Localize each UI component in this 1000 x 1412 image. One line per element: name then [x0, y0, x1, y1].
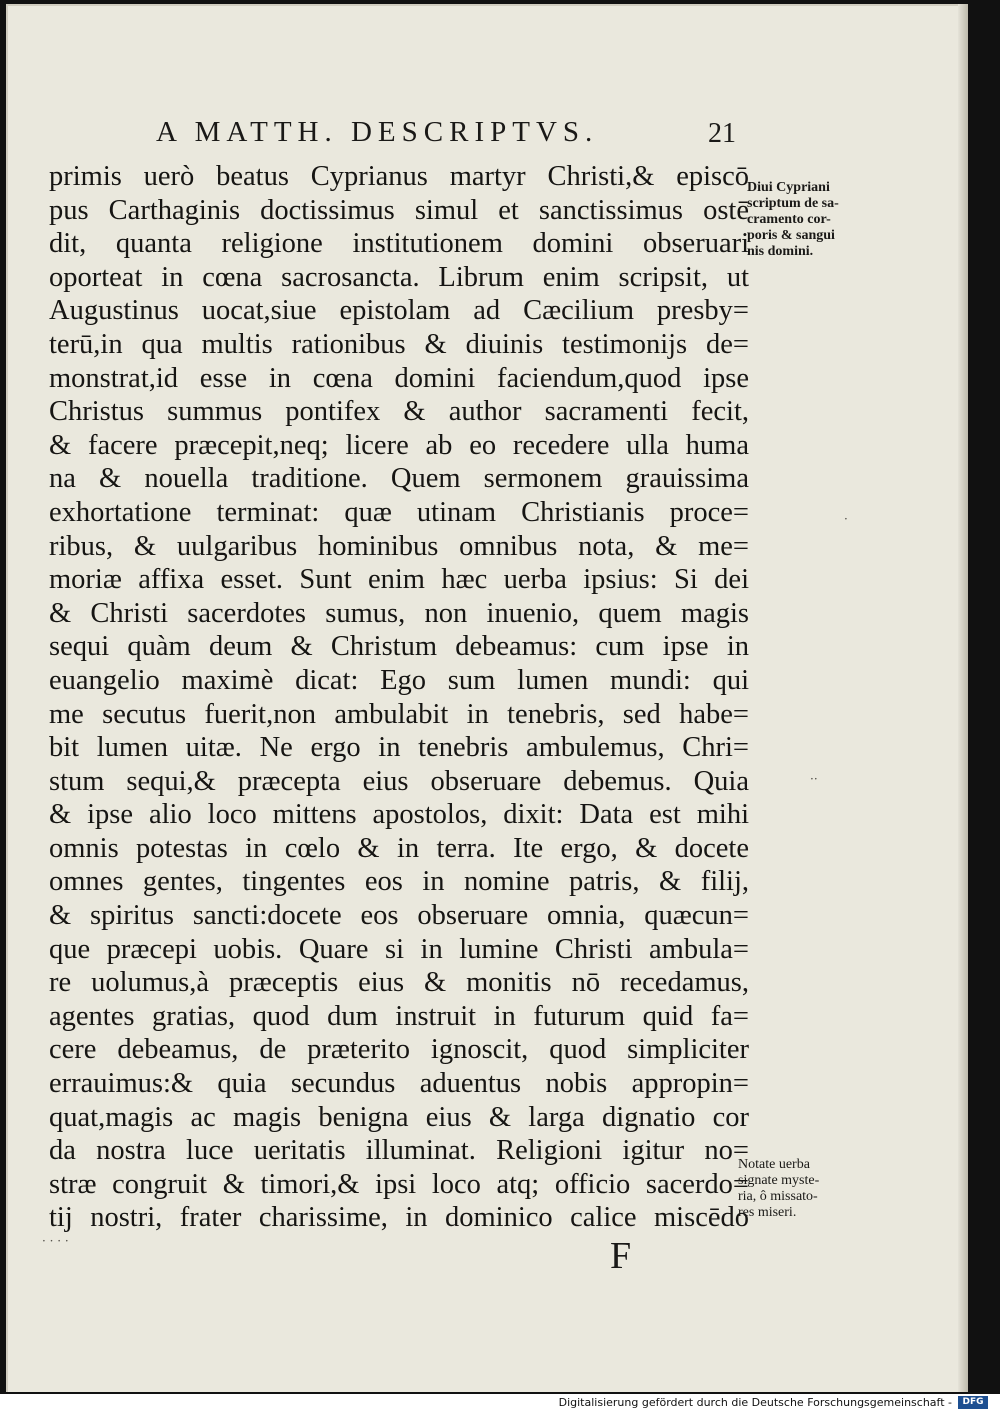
ink-speck: · · · · [42, 1234, 69, 1248]
text-line: agentes gratias, quod dum instruit in futurum quid fa= [49, 1000, 749, 1032]
text-line: stræ congruit & timori,& ipsi loco atq; officio sacerdo= [49, 1168, 749, 1200]
margin-note-cyprian [747, 180, 857, 260]
running-header [156, 116, 736, 152]
ink-speck: · [844, 512, 848, 526]
text-line: da nostra luce ueritatis illuminat. Religioni igitur no= [49, 1135, 749, 1167]
margin-note-line: cramento cor- [747, 212, 831, 227]
signature-mark: F [610, 1235, 632, 1277]
text-line: sequi quàm deum & Christum debeamus: cum ipse in [49, 631, 749, 663]
margin-note-line: signate myste- [738, 1173, 820, 1188]
text-line: primis uerò beatus Cyprianus martyr Christi,& episcō [49, 161, 749, 192]
text-line: terū,in qua multis rationibus & diuinis testimonijs de= [49, 328, 749, 360]
text-line: tij nostri, frater charissime, in dominico calice miscēdo [49, 1202, 749, 1234]
footer-bar [0, 1394, 1000, 1412]
margin-note-notate [738, 1157, 848, 1221]
text-line: bit lumen uitæ. Ne ergo in tenebris ambulemus, Chri= [49, 732, 749, 764]
margin-note-line: scriptum de sa- [747, 196, 839, 211]
text-line: & facere præcepit,neq; licere ab eo recedere ulla huma [49, 429, 749, 461]
margin-note-line: poris & sangui [747, 228, 835, 243]
text-line: quat,magis ac magis benigna eius & larga dignatio cor [49, 1101, 749, 1133]
text-line: & ipse alio loco mittens apostolos, dixit: Data est mihi [49, 799, 749, 831]
margin-note-line: ria, ô missato- [738, 1189, 818, 1204]
text-line: cere debeamus, de præterito ignoscit, quod simpliciter [49, 1034, 749, 1066]
margin-note-line: nis domini. [747, 244, 814, 259]
margin-note-line: Diui Cypriani [747, 180, 830, 195]
text-line: oporteat in cœna sacrosancta. Librum enim scripsit, ut [49, 261, 749, 293]
dfg-logo: DFG [958, 1396, 988, 1409]
ink-speck: ·· [810, 772, 818, 786]
funding-credit: Digitalisierung gefördert durch die Deutsche Forschungsgemeinschaft - [558, 1396, 952, 1409]
text-line: errauimus:& quia secundus aduentus nobis appropin= [49, 1068, 749, 1100]
text-line: monstrat,id esse in cœna domini faciendum,quod ipse [49, 362, 749, 394]
text-line: dit, quanta religione institutionem domini obseruari [49, 228, 749, 260]
text-line: Christus summus pontifex & author sacramenti fecit, [49, 396, 749, 428]
text-line: exhortatione terminat: quæ utinam Christianis proce= [49, 496, 749, 528]
text-line: que præcepi uobis. Quare si in lumine Christi ambula= [49, 933, 749, 965]
text-line: moriæ affixa esset. Sunt enim hæc uerba ipsius: Si dei [49, 564, 749, 596]
text-line: pus Carthaginis doctissimus simul et sanctissimus ostē [49, 194, 749, 226]
margin-note-line: Notate uerba [738, 1157, 810, 1172]
text-line: ribus, & uulgaribus hominibus omnibus nota, & me= [49, 530, 749, 562]
text-line: omnis potestas in cœlo & in terra. Ite ergo, & docete [49, 832, 749, 864]
margin-note-line: res miseri. [738, 1205, 797, 1220]
text-line: re uolumus,à præceptis eius & monitis nō recedamus, [49, 967, 749, 999]
text-line: Augustinus uocat,siue epistolam ad Cæcilium presby= [49, 295, 749, 327]
text-line: euangelio maximè dicat: Ego sum lumen mundi: qui [49, 664, 749, 696]
text-line: stum sequi,& præcepta eius obseruare debemus. Quia [49, 765, 749, 797]
running-title: A MATTH. DESCRIPTVS. [156, 116, 599, 148]
folio-number: 21 [708, 118, 736, 149]
text-line: na & nouella traditione. Quem sermonem grauissima [49, 463, 749, 495]
text-line: omnes gentes, tingentes eos in nomine patris, & filij, [49, 866, 749, 898]
book-page [6, 4, 968, 1392]
text-line: & spiritus sancti:docete eos obseruare omnia, quæcun= [49, 900, 749, 932]
text-line: & Christi sacerdotes sumus, non inuenio, quem magis [49, 597, 749, 629]
text-line: me secutus fuerit,non ambulabit in tenebris, sed habe= [49, 698, 749, 730]
main-text-block [49, 160, 749, 1235]
